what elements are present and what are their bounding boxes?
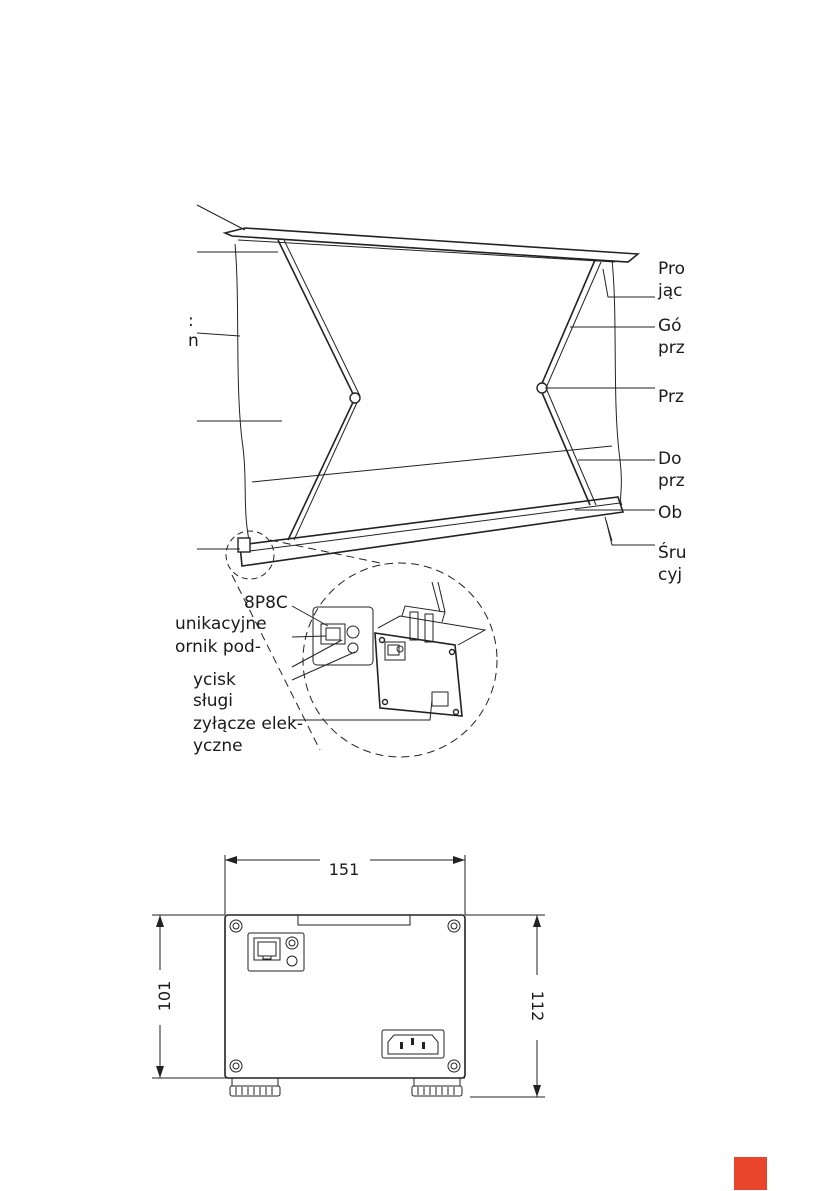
label-8p8c: 8P8C bbox=[244, 593, 288, 613]
label-komunikacyjne: unikacyjne bbox=[175, 614, 267, 634]
indicator-light-icon bbox=[286, 937, 298, 949]
foot-left-icon bbox=[230, 1078, 280, 1096]
label-r6a: Śru bbox=[658, 543, 687, 563]
label-obslugi: sługi bbox=[193, 691, 233, 711]
label-r1a: Pro bbox=[658, 259, 685, 279]
label-r5: Ob bbox=[658, 503, 683, 523]
service-button-icon bbox=[287, 956, 297, 966]
rj45-port-icon bbox=[254, 938, 280, 960]
label-r3: Prz bbox=[658, 387, 684, 407]
label-przylacze: zyłącze elek- bbox=[193, 714, 303, 734]
screen-diagram bbox=[225, 228, 638, 566]
label-elektryczne: yczne bbox=[193, 736, 243, 756]
dimension-height-right: 112 bbox=[528, 990, 547, 1022]
label-r4a: Do bbox=[658, 449, 682, 469]
label-wskaznik: ornik pod- bbox=[175, 637, 261, 657]
label-r6b: cyj bbox=[658, 565, 683, 585]
screw-icons bbox=[230, 920, 460, 1072]
label-r2b: prz bbox=[658, 338, 685, 358]
label-r1b: jąc bbox=[658, 281, 683, 301]
power-socket-icon bbox=[382, 1030, 444, 1058]
label-r2a: Gó bbox=[658, 316, 682, 336]
left-hinge-icon bbox=[350, 393, 360, 403]
label-r4b: prz bbox=[658, 471, 685, 491]
right-labels bbox=[657, 259, 687, 585]
label-fragment-1: : bbox=[188, 311, 194, 331]
label-przycisk: ycisk bbox=[193, 670, 236, 690]
label-fragment-2: n bbox=[188, 331, 199, 351]
dimension-width: 151 bbox=[328, 860, 360, 879]
control-box-drawing bbox=[152, 855, 547, 1097]
dimension-height-left: 101 bbox=[155, 980, 174, 1012]
foot-right-icon bbox=[412, 1078, 462, 1096]
page-corner-marker bbox=[734, 1157, 767, 1190]
